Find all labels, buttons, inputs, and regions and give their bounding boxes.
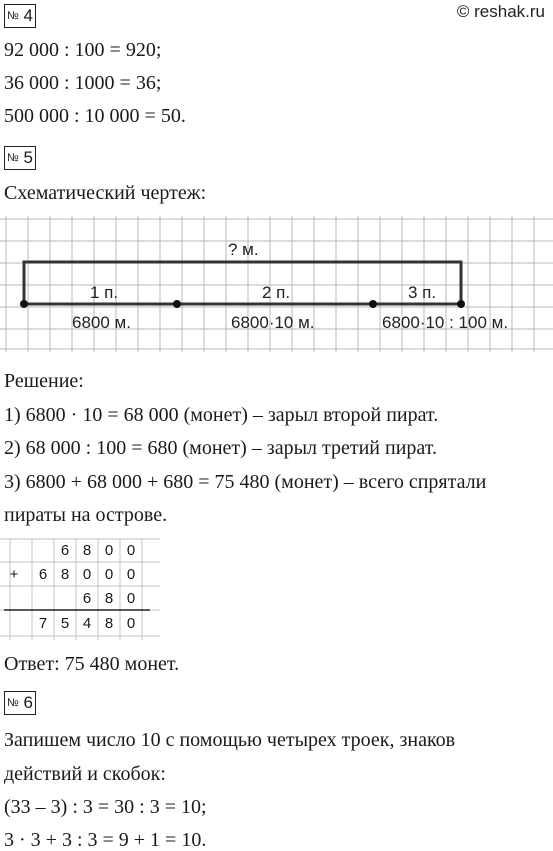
task-5-badge: № 5: [4, 146, 36, 170]
solution-title: Решение:: [4, 370, 84, 392]
solution-step-1: 1) 6800 · 10 = 68 000 (монет) – зарыл второй пират.: [4, 404, 439, 426]
task-4-line-1: 92 000 : 100 = 920;: [4, 39, 162, 61]
solution-step-3-cont: пираты на острове.: [4, 504, 168, 526]
watermark: © reshak.ru: [456, 2, 545, 21]
task-5-intro: Схематический чертеж:: [4, 182, 207, 204]
task-4-line-3: 500 000 : 10 000 = 50.: [4, 105, 186, 127]
segment-1-name: 1 п.: [90, 283, 119, 302]
task-4-number: 4: [23, 6, 34, 25]
sum-digit: 4: [82, 615, 92, 632]
task-4-badge: № 4: [4, 4, 36, 28]
segment-2-value: 6800·10 м.: [231, 313, 315, 332]
segment-1-value: 6800 м.: [72, 313, 131, 332]
point-2: [369, 300, 377, 308]
task-6-badge: № 6: [4, 691, 36, 715]
column-addition: [0, 538, 160, 640]
task-6-number: 6: [23, 693, 34, 712]
task-6-line-1: Запишем число 10 с помощью четырех троек, знаков: [4, 729, 456, 751]
addend-1-digit: 8: [82, 542, 92, 559]
addend-2-digit: 6: [38, 566, 48, 583]
segment-2-name: 2 п.: [262, 283, 291, 302]
solution-step-2: 2) 68 000 : 100 = 680 (монет) – зарыл третий пират.: [4, 437, 437, 459]
segment-3-value: 6800·10 : 100 м.: [382, 313, 509, 332]
sum-digit: 7: [38, 615, 48, 632]
addend-1-digit: 0: [104, 542, 114, 559]
addend-2-digit: 0: [104, 566, 114, 583]
addend-1-digit: 0: [126, 542, 136, 559]
answer: Ответ: 75 480 монет.: [4, 653, 180, 675]
total-label: ? м.: [228, 240, 259, 259]
sum-digit: 8: [104, 615, 114, 632]
plus-sign: +: [9, 566, 19, 583]
point-1: [173, 300, 181, 308]
task-6-line-3: (33 – 3) : 3 = 30 : 3 = 10;: [4, 796, 207, 818]
addend-2-digit: 8: [60, 566, 70, 583]
task-6-line-4: 3 · 3 + 3 : 3 = 9 + 1 = 10.: [4, 829, 207, 851]
point-end: [457, 300, 465, 308]
addend-1-digit: 6: [60, 542, 70, 559]
sum-digit: 0: [126, 615, 136, 632]
solution-step-3: 3) 6800 + 68 000 + 680 = 75 480 (монет) – всего спрятали: [4, 471, 487, 493]
addend-2-digit: 0: [126, 566, 136, 583]
addend-2-digit: 0: [82, 566, 92, 583]
addend-3-digit: 8: [104, 590, 114, 607]
task-4-line-2: 36 000 : 1000 = 36;: [4, 72, 162, 94]
task-6-line-2: действий и скобок:: [4, 763, 166, 785]
task-5-number: 5: [23, 148, 34, 167]
segment-3-name: 3 п.: [408, 283, 437, 302]
schematic-diagram: [0, 216, 553, 352]
point-start: [20, 300, 28, 308]
addend-3-digit: 6: [82, 590, 92, 607]
addend-3-digit: 0: [126, 590, 136, 607]
sum-digit: 5: [60, 615, 70, 632]
